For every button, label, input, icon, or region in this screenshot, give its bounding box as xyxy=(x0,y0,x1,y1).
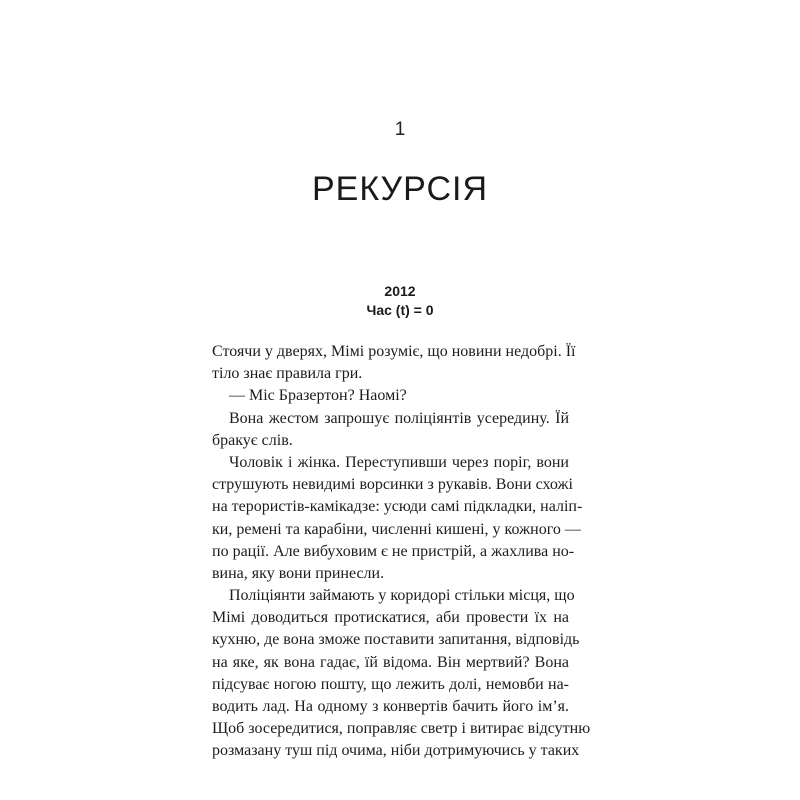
body-line: Вона жестом запрошує поліціянтів усередину. Їй xyxy=(229,409,569,427)
body-line: на терористів-камікадзе: усюди самі підкладки, наліп- xyxy=(212,498,583,516)
body-line: підсуває ногою пошту, що лежить долі, немовби на- xyxy=(212,675,569,693)
body-line: Щоб зосередитися, поправляє светр і витирає відсутню xyxy=(212,720,591,738)
body-line: Мімі доводиться протискатися, аби провести їх на xyxy=(212,609,569,627)
body-line: на яке, як вона гадає, їй відома. Він мертвий? Вона xyxy=(212,653,569,671)
section-year: 2012 xyxy=(384,283,416,299)
section-time: Час (t) = 0 xyxy=(366,302,434,318)
body-line: струшують невидимі ворсинки з рукавів. Вони схожі xyxy=(212,476,573,494)
body-line: кухню, де вона зможе поставити запитання, відповідь xyxy=(212,631,580,649)
body-line: по рації. Але вибуховим є не пристрій, а жахлива но- xyxy=(212,542,575,560)
body-line: розмазану туш під очима, ніби дотримуючись у таких xyxy=(212,742,580,760)
body-text xyxy=(212,341,591,763)
body-line: Чоловік і жінка. Переступивши через поріг, вони xyxy=(229,453,569,471)
body-line: водить лад. На одному з конвертів бачить його ім’я. xyxy=(212,698,569,715)
body-line: тіло знає правила гри. xyxy=(212,365,363,383)
body-line: ки, ремені та карабіни, численні кишені, у кожного — xyxy=(212,520,581,538)
body-line: вина, яку вони принесли. xyxy=(212,564,385,582)
body-line: бракує слів. xyxy=(212,431,293,449)
chapter-number: 1 xyxy=(394,119,406,140)
body-line: Стоячи у дверях, Мімі розуміє, що новини недобрі. Її xyxy=(212,343,576,360)
chapter-title: РЕКУРСІЯ xyxy=(312,170,488,208)
body-line: — Міс Бразертон? Наомі? xyxy=(229,387,407,405)
body-line: Поліціянти займають у коридорі стільки місця, що xyxy=(229,587,575,605)
